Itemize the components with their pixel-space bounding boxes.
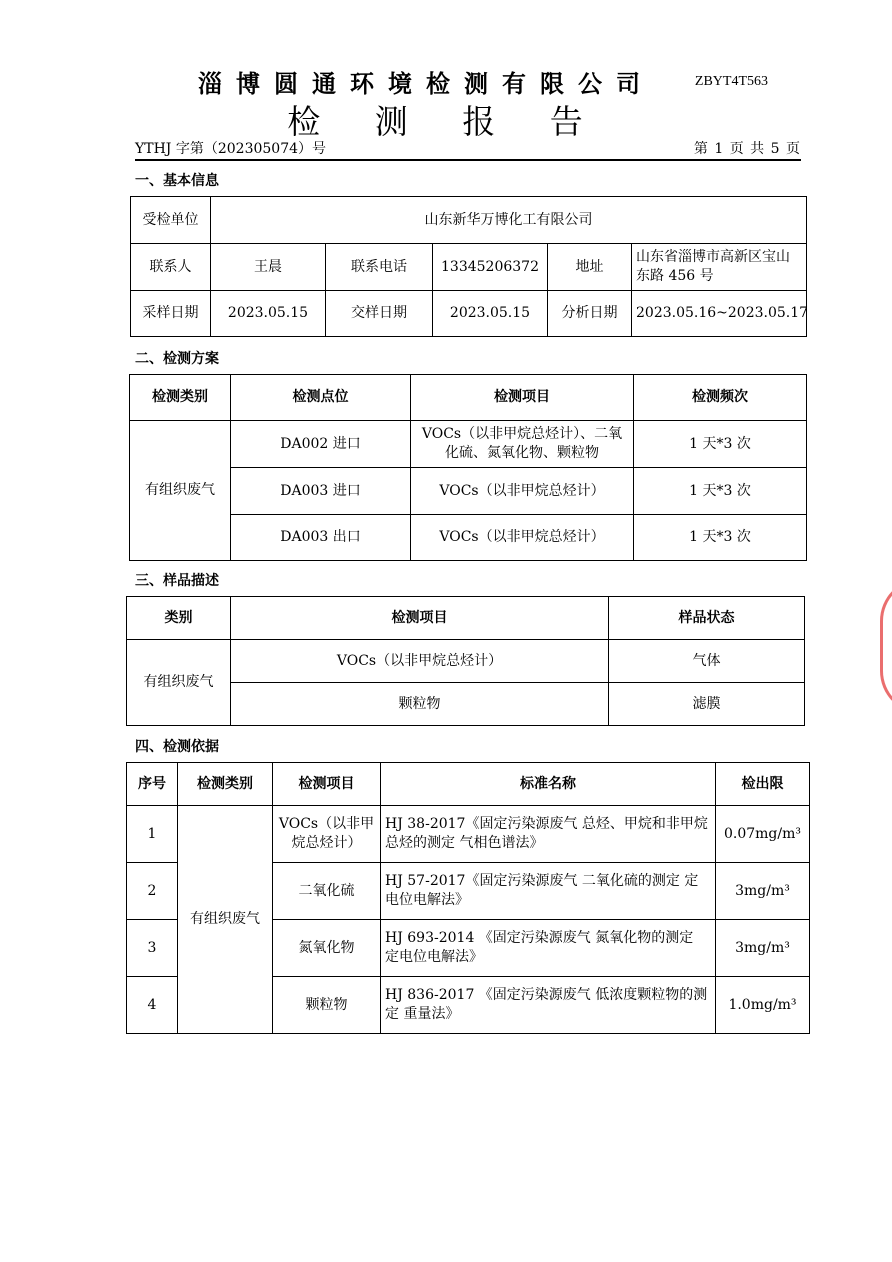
basis-header-standard: 标准名称 bbox=[381, 763, 716, 806]
report-title: 检 测 报 告 bbox=[287, 102, 605, 141]
plan-items: VOCs（以非甲烷总烃计） bbox=[411, 468, 634, 515]
table-row bbox=[131, 291, 807, 337]
basis-standard: HJ 836-2017 《固定污染源废气 低浓度颗粒物的测定 重量法》 bbox=[381, 977, 716, 1034]
samples-table bbox=[126, 596, 805, 726]
sample-item: 颗粒物 bbox=[231, 683, 609, 726]
plan-header-category: 检测类别 bbox=[130, 375, 231, 421]
plan-point: DA003 进口 bbox=[231, 468, 411, 515]
samples-category: 有组织废气 bbox=[127, 640, 231, 726]
table-header-row bbox=[130, 375, 807, 421]
basis-table bbox=[126, 762, 810, 1034]
samples-header-category: 类别 bbox=[127, 597, 231, 640]
table-row bbox=[131, 244, 807, 291]
samples-header-state: 样品状态 bbox=[609, 597, 805, 640]
table-row bbox=[130, 468, 807, 515]
basis-limit: 0.07mg/m³ bbox=[716, 806, 810, 863]
delivery-date-label: 交样日期 bbox=[326, 291, 433, 337]
doc-code: ZBYT4T563 bbox=[694, 74, 768, 89]
basis-limit: 3mg/m³ bbox=[716, 863, 810, 920]
basis-standard: HJ 57-2017《固定污染源废气 二氧化硫的测定 定电位电解法》 bbox=[381, 863, 716, 920]
contact-label: 联系人 bbox=[131, 244, 211, 291]
basis-header-category: 检测类别 bbox=[178, 763, 273, 806]
table-row bbox=[130, 421, 807, 468]
basis-no: 4 bbox=[127, 977, 178, 1034]
address-label: 地址 bbox=[548, 244, 632, 291]
basis-no: 3 bbox=[127, 920, 178, 977]
basis-header-limit: 检出限 bbox=[716, 763, 810, 806]
client-value: 山东新华万博化工有限公司 bbox=[211, 197, 807, 244]
plan-point: DA002 进口 bbox=[231, 421, 411, 468]
address-value: 山东省淄博市高新区宝山东路 456 号 bbox=[632, 244, 807, 291]
analysis-date-label: 分析日期 bbox=[548, 291, 632, 337]
sampling-date-value: 2023.05.15 bbox=[211, 291, 326, 337]
plan-point: DA003 出口 bbox=[231, 515, 411, 561]
basic-info-table bbox=[130, 196, 807, 337]
section-plan: 二、检测方案 bbox=[135, 351, 219, 367]
analysis-date-value: 2023.05.16~2023.05.17 bbox=[632, 291, 807, 337]
basis-item: 二氧化硫 bbox=[273, 863, 381, 920]
table-header-row bbox=[127, 763, 810, 806]
basis-no: 1 bbox=[127, 806, 178, 863]
basis-header-no: 序号 bbox=[127, 763, 178, 806]
plan-frequency: 1 天*3 次 bbox=[634, 468, 807, 515]
basis-item: 颗粒物 bbox=[273, 977, 381, 1034]
delivery-date-value: 2023.05.15 bbox=[433, 291, 548, 337]
table-row bbox=[127, 806, 810, 863]
section-basis: 四、检测依据 bbox=[135, 739, 219, 755]
basis-no: 2 bbox=[127, 863, 178, 920]
table-row bbox=[131, 197, 807, 244]
sampling-date-label: 采样日期 bbox=[131, 291, 211, 337]
basis-item: VOCs（以非甲烷总烃计） bbox=[273, 806, 381, 863]
plan-items: VOCs（以非甲烷总烃计） bbox=[411, 515, 634, 561]
plan-header-items: 检测项目 bbox=[411, 375, 634, 421]
company-name: 淄博圆通环境检测有限公司 bbox=[198, 69, 654, 98]
section-basic-info: 一、基本信息 bbox=[135, 173, 219, 189]
plan-frequency: 1 天*3 次 bbox=[634, 515, 807, 561]
page-info: 第 1 页 共 5 页 bbox=[693, 141, 801, 157]
plan-items: VOCs（以非甲烷总烃计）、二氧化硫、氮氧化物、颗粒物 bbox=[411, 421, 634, 468]
meta-row bbox=[135, 138, 801, 159]
basis-limit: 3mg/m³ bbox=[716, 920, 810, 977]
basis-item: 氮氧化物 bbox=[273, 920, 381, 977]
report-number: YTHJ 字第（202305074）号 bbox=[135, 141, 327, 157]
sample-item: VOCs（以非甲烷总烃计） bbox=[231, 640, 609, 683]
plan-header-point: 检测点位 bbox=[231, 375, 411, 421]
table-row bbox=[130, 515, 807, 561]
plan-frequency: 1 天*3 次 bbox=[634, 421, 807, 468]
section-samples: 三、样品描述 bbox=[135, 573, 219, 589]
samples-header-item: 检测项目 bbox=[231, 597, 609, 640]
basis-standard: HJ 38-2017《固定污染源废气 总烃、甲烷和非甲烷总烃的测定 气相色谱法》 bbox=[381, 806, 716, 863]
basis-limit: 1.0mg/m³ bbox=[716, 977, 810, 1034]
phone-value: 13345206372 bbox=[433, 244, 548, 291]
red-seal-stamp bbox=[880, 578, 892, 714]
table-row bbox=[127, 640, 805, 683]
sample-state: 气体 bbox=[609, 640, 805, 683]
plan-header-frequency: 检测频次 bbox=[634, 375, 807, 421]
basis-standard: HJ 693-2014 《固定污染源废气 氮氧化物的测定 定电位电解法》 bbox=[381, 920, 716, 977]
basis-header-item: 检测项目 bbox=[273, 763, 381, 806]
plan-table bbox=[129, 374, 807, 561]
plan-category: 有组织废气 bbox=[130, 421, 231, 561]
client-label: 受检单位 bbox=[131, 197, 211, 244]
basis-category: 有组织废气 bbox=[178, 806, 273, 1034]
contact-value: 王晨 bbox=[211, 244, 326, 291]
table-header-row bbox=[127, 597, 805, 640]
phone-label: 联系电话 bbox=[326, 244, 433, 291]
sample-state: 滤膜 bbox=[609, 683, 805, 726]
header-rule bbox=[135, 159, 801, 161]
